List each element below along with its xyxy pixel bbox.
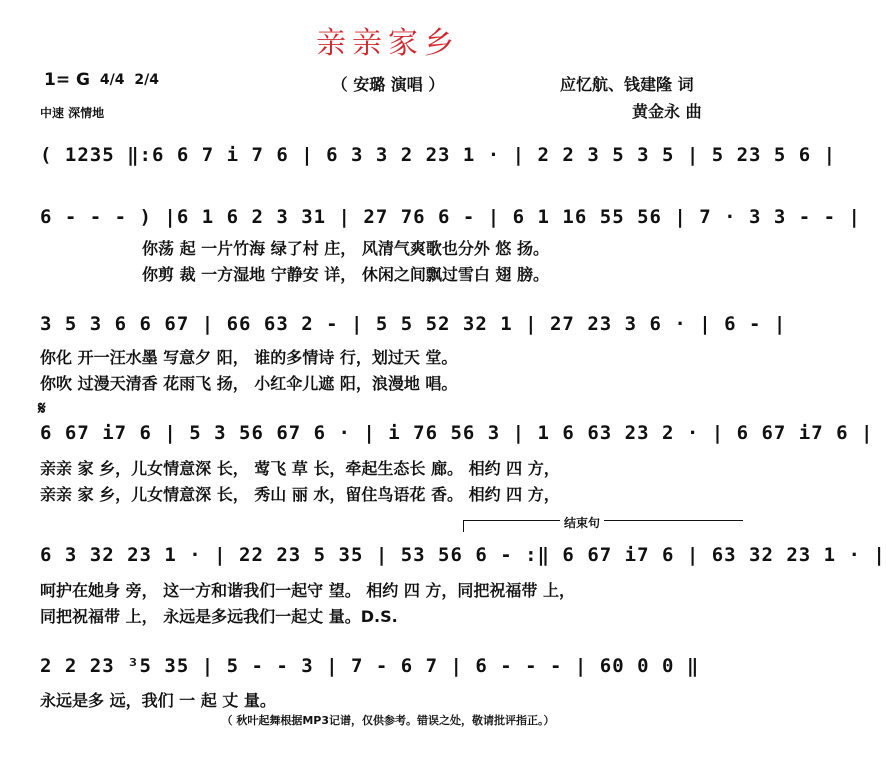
notation-line-3: 3 5 3 6 6 67 | 66 63 2 - | 5 5 52 32 1 | 27 23 3 6 · | 6 - | bbox=[40, 313, 787, 335]
lyric-line-5a: 呵护在她身 旁， 这一方和谐我们一起守 望。 相约 四 方，同把祝福带 上， bbox=[40, 581, 575, 600]
time-sig-1: 4/4 bbox=[99, 71, 125, 88]
ending-label: 结束句 bbox=[560, 514, 604, 531]
notation-line-4: 6 67 i7 6 | 5 3 56 67 6 · | i 76 56 3 | 1 6 63 23 2 · | 6 67 i7 6 | bbox=[40, 422, 874, 444]
song-title: 亲亲家乡 bbox=[316, 26, 460, 61]
tempo-marking: 中速 深情地 bbox=[40, 106, 105, 120]
notation-line-1: ( 1235 ‖:6 6 7 i 7 6 | 6 3 3 2 23 1 · | 2 2 3 5 3 5 | 5 23 5 6 | bbox=[40, 144, 837, 166]
notation-line-5: 6 3 32 23 1 · | 22 23 5 35 | 53 56 6 - :‖ 6 67 i7 6 | 63 32 23 1 · | bbox=[40, 544, 886, 566]
notation-line-6: 2 2 23 ³5 35 | 5 - - 3 | 7 - 6 7 | 6 - - - | 60 0 0 ‖ bbox=[40, 655, 700, 677]
lyric-line-2b: 你剪 裁 一方湿地 宁静安 详， 休闲之间飘过雪白 翅 膀。 bbox=[142, 265, 549, 284]
singer: （ 安璐 演唱 ） bbox=[331, 75, 445, 94]
key-signature bbox=[44, 70, 159, 90]
notation-line-2: 6 - - - ) |6 1 6 2 3 31 | 27 76 6 - | 6 1 16 55 56 | 7 · 3 3 - - | bbox=[40, 206, 861, 228]
composer: 黄金永 曲 bbox=[632, 102, 702, 121]
footnote: （ 秋叶起舞根据MP3记谱，仅供参考。错误之处，敬请批评指正。） bbox=[221, 714, 555, 727]
lyric-line-2a: 你荡 起 一片竹海 绿了村 庄， 风清气爽歌也分外 悠 扬。 bbox=[142, 239, 549, 258]
lyric-line-4b: 亲亲 家 乡，儿女情意深 长， 秀山 丽 水，留住鸟语花 香。 相约 四 方， bbox=[40, 485, 560, 504]
time-sig-2: 2/4 bbox=[134, 71, 160, 88]
key-label: 1= G bbox=[44, 70, 90, 90]
lyric-line-5b: 同把祝福带 上， 永远是多远我们一起丈 量。D.S. bbox=[40, 607, 398, 626]
lyricist: 应忆航、钱建隆 词 bbox=[560, 75, 694, 94]
ending-bracket-tick bbox=[463, 520, 464, 532]
segno-sign: 𝄋 bbox=[38, 398, 46, 419]
lyric-line-3b: 你吹 过漫天清香 花雨飞 扬， 小红伞儿遮 阳，浪漫地 唱。 bbox=[40, 374, 458, 393]
lyric-line-4a: 亲亲 家 乡，儿女情意深 长， 莺飞 草 长，牵起生态长 廊。 相约 四 方， bbox=[40, 459, 560, 478]
lyric-line-3a: 你化 开一汪水墨 写意夕 阳， 谁的多情诗 行，划过天 堂。 bbox=[40, 348, 458, 367]
lyric-line-6: 永远是多 远，我们 一 起 丈 量。 bbox=[40, 691, 276, 710]
